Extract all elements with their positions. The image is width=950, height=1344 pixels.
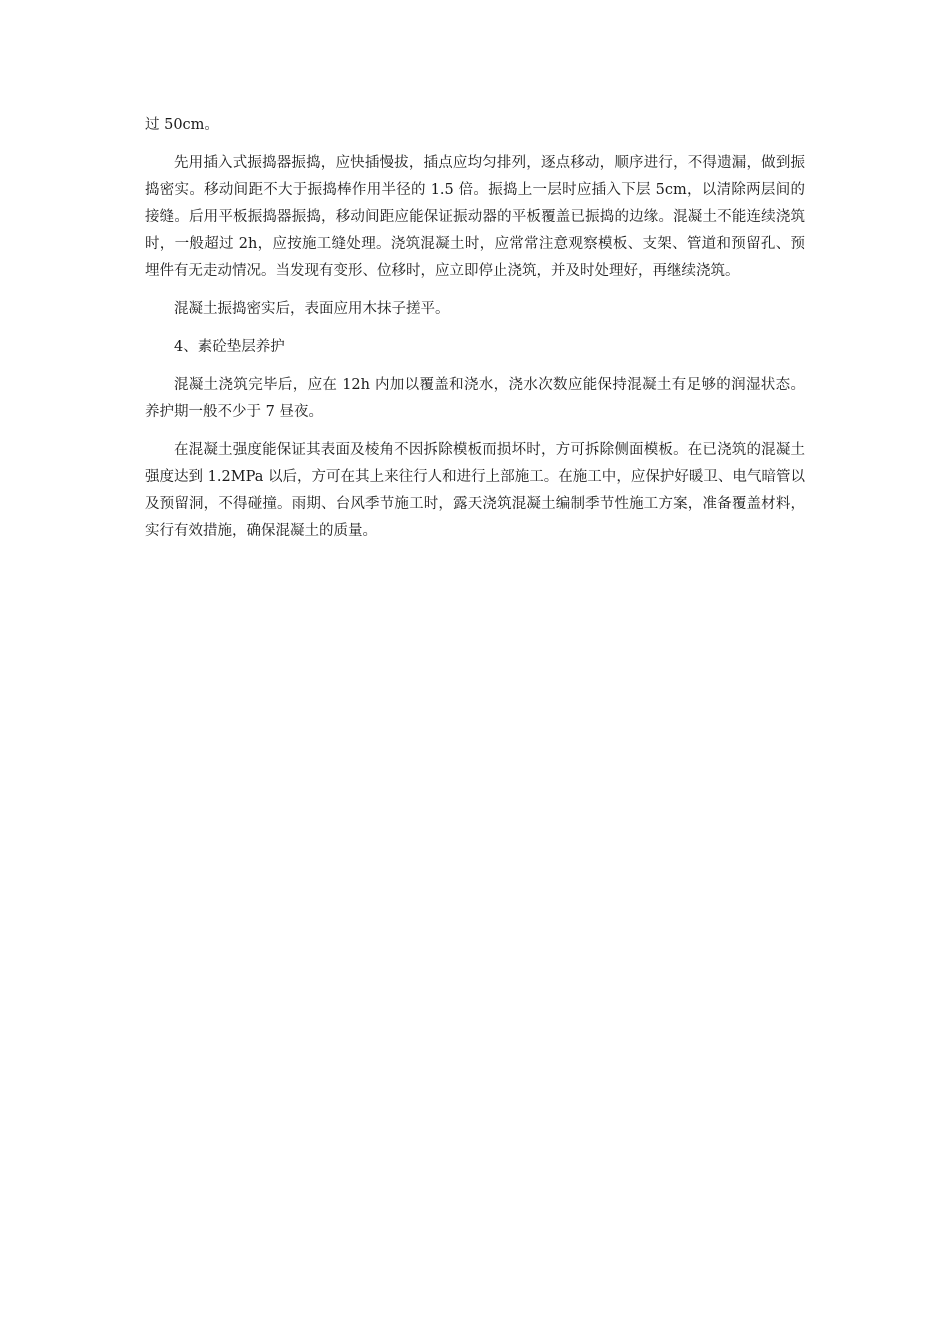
paragraph-continuation: 过 50cm。 [145, 117, 219, 133]
document-body [145, 112, 805, 556]
section-heading-curing: 4、素砼垫层养护 [174, 339, 285, 355]
paragraph-curing: 混凝土浇筑完毕后，应在 12h 内加以覆盖和浇水，浇水次数应能保持混凝土有足够的润湿状态。养护期一般不少于 7 昼夜。 [145, 377, 805, 420]
paragraph-formwork-removal: 在混凝土强度能保证其表面及棱角不因拆除模板而损坏时，方可拆除侧面模板。在已浇筑的混凝土强度达到 1.2MPa 以后，方可在其上来往行人和进行上部施工。在施工中，应保护好暖卫、电气暗管以及预留洞，不得碰撞。雨期、台风季节施工时，露天浇筑混凝土编制季节性施工方案，准备覆盖材料，实行有效措施，确保混凝土的质量。 [145, 442, 805, 539]
paragraph-smoothing: 混凝土振捣密实后，表面应用木抹子搓平。 [174, 301, 450, 317]
paragraph-vibration: 先用插入式振捣器振捣，应快插慢拔，插点应均匀排列，逐点移动，顺序进行，不得遗漏，做到振捣密实。移动间距不大于振捣棒作用半径的 1.5 倍。振捣上一层时应插入下层 5cm，以清除两层间的接缝。后用平板振捣器振捣，移动间距应能保证振动器的平板覆盖已振捣的边缘。混凝土不能连续浇筑时，一般超过 2h，应按施工缝处理。浇筑混凝土时，应常常注意观察模板、支架、管道和预留孔、预埋件有无走动情况。当发现有变形、位移时，应立即停止浇筑，并及时处理好，再继续浇筑。 [145, 155, 805, 279]
